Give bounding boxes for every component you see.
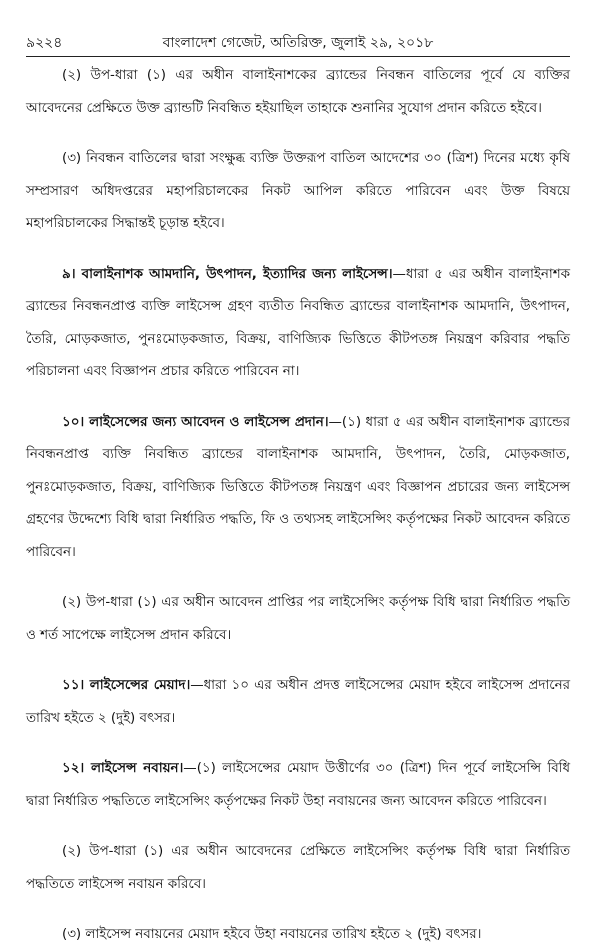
section-12-3 (26, 919, 570, 952)
section-12-1 (26, 753, 570, 818)
paragraph-text: (২) উপ-ধারা (১) এর অধীন বালাইনাশকের ব্র্যান্ডের নিবন্ধন বাতিলের পূর্বে যে ব্যক্তির আবেদনের প্রেক্ষিতে উক্ত ব্র্যান্ডটি নিবন্ধিত হইয়াছিল তাহাকে শুনানির সুযোগ প্রদান করিতে হইবে। (26, 68, 570, 116)
section-11 (26, 670, 570, 735)
paragraph-text: (৩) লাইসেন্স নবায়নের মেয়াদ হইবে উহা নবায়নের তারিখ হইতে ২ (দুই) বৎসর। (62, 927, 482, 942)
gazette-title: বাংলাদেশ গেজেট, অতিরিক্ত, জুলাই ২৯, ২০১৮ (162, 35, 434, 51)
paragraph-text: —ধারা ১০ এর অধীন প্রদত্ত লাইসেন্সের মেয়াদ হইবে লাইসেন্স প্রদানের তারিখ হইতে ২ (দুই) বৎসর। (26, 678, 570, 726)
section-9 (26, 259, 570, 389)
section-12-2 (26, 836, 570, 901)
paragraph-text: (৩) নিবন্ধন বাতিলের দ্বারা সংক্ষুব্ধ ব্যক্তি উক্তরূপ বাতিল আদেশের ৩০ (ত্রিশ) দিনের মধ্যে কৃষি সম্প্রসারণ অধিদপ্তরের মহাপরিচালকের নিকট আপিল করিতে পারিবেন এবং উক্ত বিষয়ে মহাপরিচালকের সিদ্ধান্তই চূড়ান্ত হইবে। (26, 151, 570, 231)
page-header (26, 32, 570, 54)
paragraph-text: (২) উপ-ধারা (১) এর অধীন আবেদনের প্রেক্ষিতে লাইসেন্সিং কর্তৃপক্ষ বিধি দ্বারা নির্ধারিত পদ্ধতিতে লাইসেন্স নবায়ন করিবে। (26, 844, 570, 892)
document-body (26, 60, 570, 952)
section-heading: ১২। লাইসেন্স নবায়ন। (62, 761, 184, 776)
section-heading: ৯। বালাইনাশক আমদানি, উৎপাদন, ইত্যাদির জন্য লাইসেন্স। (62, 266, 393, 282)
section-heading: ১১। লাইসেন্সের মেয়াদ। (62, 678, 191, 693)
section-10-1 (26, 407, 570, 570)
paragraph-text: —(১) লাইসেন্সের মেয়াদ উত্তীর্ণের ৩০ (ত্রিশ) দিন পূর্বে লাইসেন্সি বিধি দ্বারা নির্ধারিত পদ্ধতিতে লাইসেন্সিং কর্তৃপক্ষের নিকট উহা নবায়নের জন্য আবেদন করিতে পারিবেন। (26, 761, 570, 809)
paragraph-text: —ধারা ৫ এর অধীন বালাইনাশক ব্র্যান্ডের নিবন্ধনপ্রাপ্ত ব্যক্তি লাইসেন্স গ্রহণ ব্যতীত নিবন্ধিত ব্র্যান্ডের বালাইনাশক আমদানি, উৎপাদন, তৈরি, মোড়কজাত, পুনঃমোড়কজাত, বিক্রয়, বাণিজ্যিক ভিত্তিতে কীটপতঙ্গ নিয়ন্ত্রণ করিবার পদ্ধতি পরিচালনা এবং বিজ্ঞাপন প্রচার করিতে পারিবেন না। (26, 266, 570, 379)
section-heading: ১০। লাইসেন্সের জন্য আবেদন ও লাইসেন্স প্রদান। (62, 414, 329, 430)
paragraph-text: —(১) ধারা ৫ এর অধীন বালাইনাশক ব্র্যান্ডের নিবন্ধনপ্রাপ্ত ব্যক্তি নিবন্ধিত ব্র্যান্ডের বালাইনাশক আমদানি, উৎপাদন, তৈরি, মোড়কজাত, পুনঃমোড়কজাত, বিক্রয়, বাণিজ্যিক ভিত্তিতে কীটপতঙ্গ নিয়ন্ত্রণ এবং বিজ্ঞাপন প্রচারের জন্য লাইসেন্স গ্রহণের উদ্দেশ্যে বিধি দ্বারা নির্ধারিত পদ্ধতি, ফি ও তথ্যসহ লাইসেন্সিং কর্তৃপক্ষের নিকট আবেদন করিতে পারিবেন। (26, 414, 570, 560)
page-number: ৯২২৪ (26, 35, 63, 51)
paragraph-8-2 (26, 60, 570, 125)
section-10-2 (26, 587, 570, 652)
paragraph-text: (২) উপ-ধারা (১) এর অধীন আবেদন প্রাপ্তির পর লাইসেন্সিং কর্তৃপক্ষ বিধি দ্বারা নির্ধারিত পদ্ধতি ও শর্ত সাপেক্ষে লাইসেন্স প্রদান করিবে। (26, 595, 570, 643)
paragraph-8-3 (26, 143, 570, 241)
header-divider (26, 56, 570, 57)
